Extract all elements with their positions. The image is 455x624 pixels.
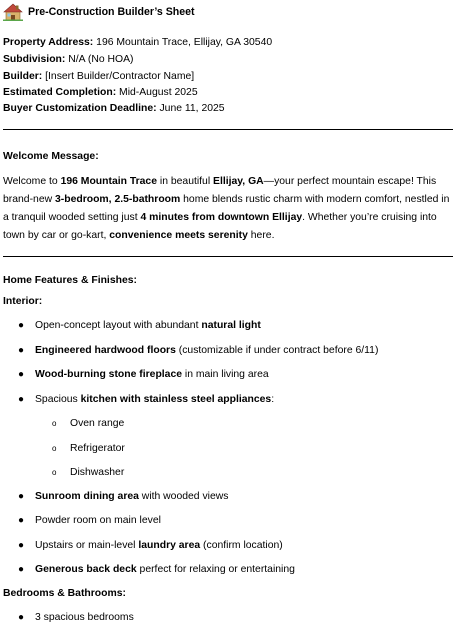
builder-line [3, 71, 194, 82]
subdivision-line [3, 54, 134, 65]
item-bold: natural light [201, 320, 261, 331]
completion-label: Estimated Completion: [3, 87, 117, 98]
item-text: : [271, 394, 275, 405]
subdivision-label: Subdivision: [3, 54, 66, 65]
item-bold: kitchen with stainless steel appliances [80, 394, 272, 405]
item-bold: Wood-burning stone fireplace [35, 369, 183, 380]
deadline-value: June 11, 2025 [156, 103, 225, 114]
bullet-icon: ● [18, 369, 25, 380]
item-text: Upstairs or main-level [35, 540, 139, 551]
bullet-icon: ● [18, 394, 25, 405]
item-text: Powder room on main level [35, 515, 161, 526]
bed-bath-label: Bedrooms & Bathrooms: [3, 588, 126, 599]
bullet-icon: ● [18, 540, 25, 551]
item-bold: Sunroom dining area [35, 491, 139, 502]
welcome-text: in beautiful [157, 176, 214, 187]
document-title: Pre-Construction Builder’s Sheet [28, 6, 195, 18]
welcome-paragraph [3, 173, 453, 245]
subdivision-value: N/A (No HOA) [65, 54, 134, 65]
title-row [3, 3, 195, 21]
welcome-text: —your perfect mountain escape! This brand-new [3, 176, 437, 205]
item-text: 3 spacious bedrooms [35, 612, 134, 623]
welcome-bold: 3-bedroom, 2.5-bathroom [54, 194, 181, 205]
bullet-icon: ● [18, 320, 25, 331]
item-text: (customizable if under contract before 6/11) [175, 345, 379, 356]
item-text: Open-concept layout with abundant [35, 320, 202, 331]
completion-value: Mid-August 2025 [116, 87, 198, 98]
bullet-icon: ● [18, 345, 25, 356]
welcome-text: Welcome to [3, 176, 61, 187]
circle-bullet-icon: o [52, 419, 57, 428]
bullet-icon: ● [18, 612, 25, 623]
item-text: with wooded views [138, 491, 229, 502]
appliance-dishwasher: Dishwasher [70, 467, 125, 478]
item-bold: Engineered hardwood floors [35, 345, 176, 356]
item-bold: laundry area [138, 540, 201, 551]
welcome-bold: 196 Mountain Trace [60, 176, 157, 187]
circle-bullet-icon: o [52, 444, 57, 453]
deadline-line [3, 103, 225, 114]
interior-label: Interior: [3, 296, 43, 307]
item-text: perfect for relaxing or entertaining [136, 564, 295, 575]
welcome-text: home blends rustic charm with modern comfort, nestled in a tranquil wooded setting just [3, 194, 450, 223]
item-text: Spacious [35, 394, 81, 405]
item-bold: Generous back deck [35, 564, 137, 575]
appliance-refrigerator: Refrigerator [70, 443, 125, 454]
property-address-line [3, 37, 272, 48]
item-text: in main living area [182, 369, 269, 380]
property-address-label: Property Address: [3, 37, 94, 48]
welcome-bold: 4 minutes from downtown Ellijay [140, 212, 303, 223]
house-icon [3, 3, 23, 21]
welcome-heading: Welcome Message: [3, 151, 99, 162]
divider [3, 129, 453, 130]
circle-bullet-icon: o [52, 468, 57, 477]
property-address-value: 196 Mountain Trace, Ellijay, GA 30540 [93, 37, 273, 48]
builder-label: Builder: [3, 71, 43, 82]
features-heading: Home Features & Finishes: [3, 275, 137, 286]
bullet-icon: ● [18, 564, 25, 575]
completion-line [3, 87, 198, 98]
divider [3, 256, 453, 257]
deadline-label: Buyer Customization Deadline: [3, 103, 157, 114]
bullet-icon: ● [18, 515, 25, 526]
item-text: (confirm location) [200, 540, 283, 551]
welcome-bold: convenience meets serenity [109, 230, 248, 241]
welcome-text: . Whether you’re cruising into town by car or go-kart, [3, 212, 437, 241]
appliance-oven-range: Oven range [70, 418, 125, 429]
bullet-icon: ● [18, 491, 25, 502]
welcome-text: here. [247, 230, 275, 241]
welcome-bold: Ellijay, GA [213, 176, 264, 187]
builder-value: [Insert Builder/Contractor Name] [42, 71, 195, 82]
